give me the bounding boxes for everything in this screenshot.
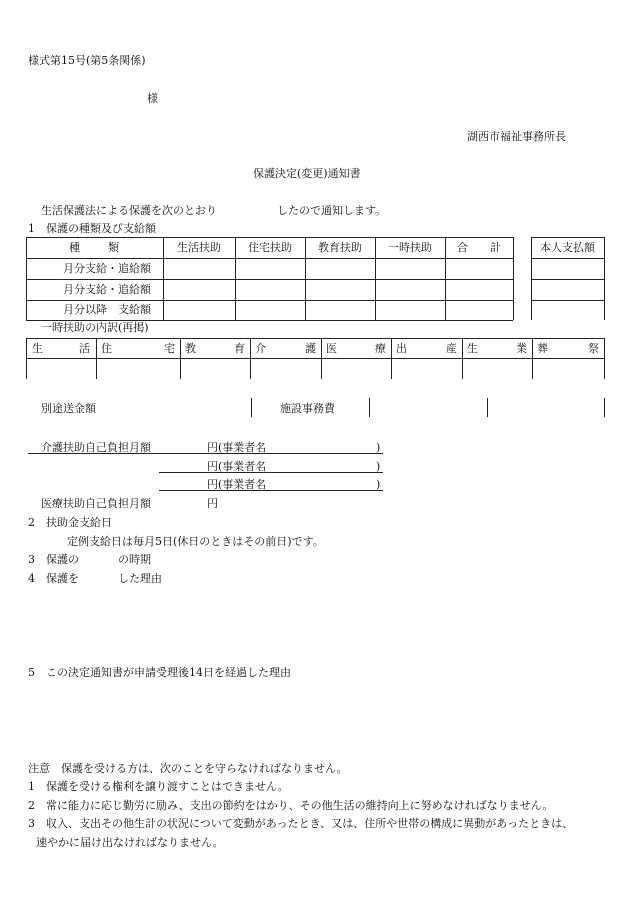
header-childbirth: 出 産 — [396, 342, 457, 355]
care-copay-label: 介護扶助自己負担月額 — [41, 441, 151, 454]
notice-item-3: 3 収入、支出その他生計の状況について変動があったとき、又は、住所や世帯の構成に異動があったときは、 — [28, 817, 574, 830]
close-paren: ) — [376, 441, 381, 454]
header-livelihood: 生 活 — [32, 342, 90, 355]
divider — [369, 398, 370, 417]
row-label: 月分支給・追給額 — [63, 283, 151, 296]
header-occupation: 生 業 — [467, 342, 527, 355]
underline — [28, 453, 383, 454]
header-care: 介 護 — [255, 342, 316, 355]
section-2-heading: 2 扶助金支給日 — [28, 516, 112, 529]
underline — [159, 472, 383, 473]
row-label: 月分支給・追給額 — [63, 262, 151, 275]
divider — [604, 398, 605, 417]
header-self-payment: 本人支払額 — [540, 241, 595, 254]
form-number: 様式第15号(第5条関係) — [28, 54, 146, 67]
underline — [159, 490, 383, 491]
section-5-heading: 5 この決定通知書が申請受理後14日を経過した理由 — [28, 666, 291, 679]
issuer-name: 湖西市福祉事務所長 — [467, 130, 566, 143]
header-total-2: 計 — [490, 241, 501, 254]
recipient-suffix: 様 — [147, 92, 158, 105]
medical-copay-label: 医療扶助自己負担月額 — [41, 497, 151, 510]
temporary-aid-breakdown-label: 一時扶助の内訳(再掲) — [41, 321, 149, 334]
header-temporary-aid: 一時扶助 — [388, 241, 432, 254]
header-total-1: 合 — [457, 241, 468, 254]
provider-2-label: 円(事業者名 — [207, 460, 267, 473]
close-paren: ) — [376, 460, 381, 473]
section-4-heading-b: した理由 — [118, 572, 162, 585]
provider-3-label: 円(事業者名 — [207, 478, 267, 491]
intro-text: 生活保護法による保護を次のとおり — [41, 204, 217, 217]
notice-item-2: 2 常に能力に応じ勤労に励み、支出の節約をはかり、その他生活の維持向上に努めなければなりません。 — [28, 799, 554, 812]
section-4-heading-a: 4 保護を — [28, 572, 79, 585]
header-education: 教 育 — [185, 342, 245, 355]
notice-item-1: 1 保護を受ける権利を譲り渡すことはできません。 — [28, 780, 289, 793]
section-3-heading-b: の時期 — [118, 553, 151, 566]
row-label: 月分以降 支給額 — [63, 303, 151, 316]
section-1-heading: 1 保護の種類及び支給額 — [28, 222, 156, 235]
separate-remittance-label: 別途送金額 — [41, 402, 96, 415]
divider — [251, 398, 252, 417]
header-kind-2: 類 — [108, 241, 119, 254]
payment-date-text: 定例支給日は毎月5日(休日のときはその前日)です。 — [67, 535, 324, 548]
header-funeral: 葬 祭 — [537, 342, 599, 355]
notice-item-3-continued: 速やかに届け出なければなりません。 — [36, 836, 224, 849]
header-medical: 医 療 — [326, 342, 386, 355]
header-livelihood-aid: 生活扶助 — [177, 241, 221, 254]
section-3-heading-a: 3 保護の — [28, 553, 79, 566]
header-housing-aid: 住宅扶助 — [248, 241, 292, 254]
header-education-aid: 教育扶助 — [318, 241, 362, 254]
document-title: 保護決定(変更)通知書 — [253, 167, 361, 180]
facility-cost-label: 施設事務費 — [280, 402, 335, 415]
header-kind-1: 種 — [69, 241, 80, 254]
medical-copay-yen: 円 — [207, 497, 218, 510]
close-paren: ) — [376, 478, 381, 491]
header-housing: 住 宅 — [101, 342, 175, 355]
divider — [487, 398, 488, 417]
intro-end-text: したので通知します。 — [277, 204, 387, 217]
provider-1-label: 円(事業者名 — [207, 441, 267, 454]
notice-title: 注意 保護を受ける方は、次のことを守らなければなりません。 — [28, 762, 348, 775]
